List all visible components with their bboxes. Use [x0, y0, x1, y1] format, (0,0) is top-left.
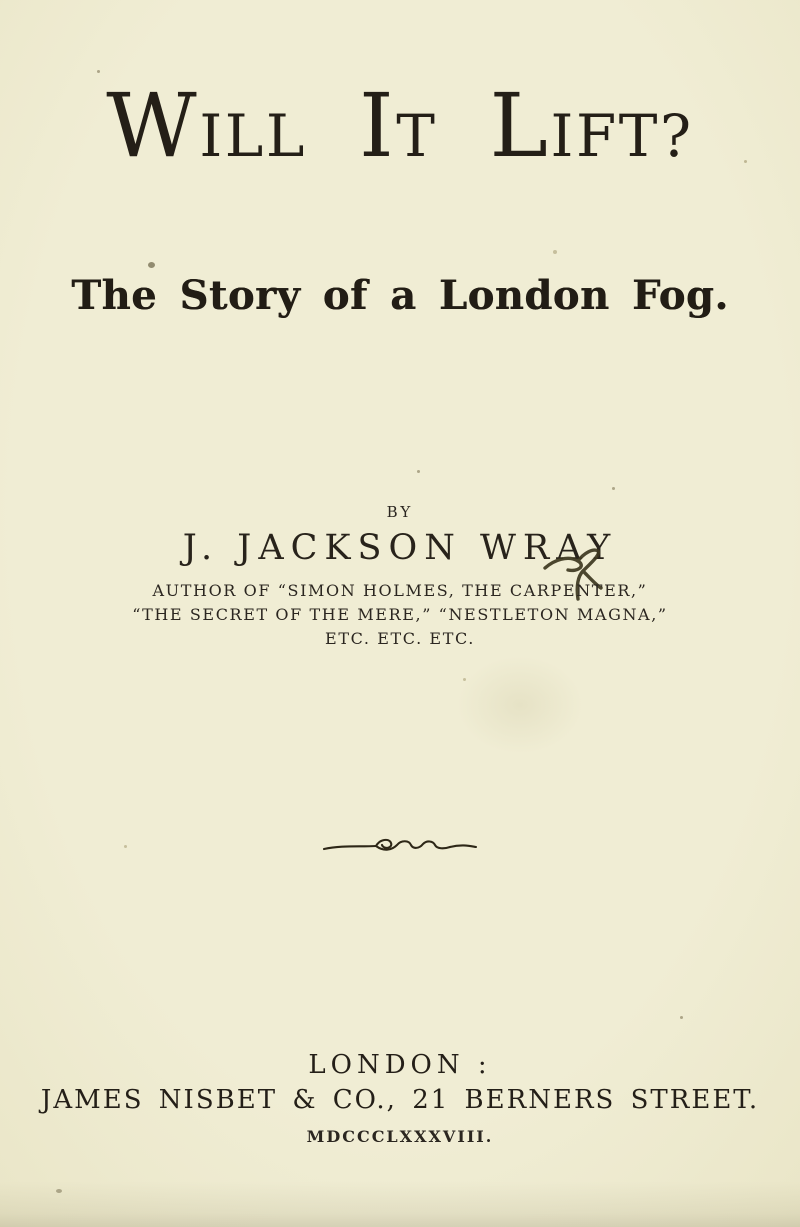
pen-flourish-icon [540, 541, 610, 613]
imprint-year: MDCCCLXXXVIII. [306, 1127, 494, 1146]
paper-speck [553, 250, 557, 254]
paper-speck [56, 1189, 62, 1193]
paper-speck [97, 70, 100, 73]
author-name: J. JACKSON WRAY [182, 528, 618, 568]
by-label: BY [386, 503, 414, 521]
author-credit-line: “THE SECRET OF THE MERE,” “NESTLETON MAGNA,” [132, 605, 668, 624]
paper-speck [612, 487, 615, 490]
book-title: WILL IT LIFT? [106, 74, 694, 177]
flourish-rule-ornament [0, 834, 800, 862]
paper-speck [463, 678, 466, 681]
imprint-city: LONDON : [308, 1050, 492, 1080]
paper-speck [417, 470, 420, 473]
paper-speck [148, 262, 155, 268]
pen-flourish-mark [540, 541, 610, 613]
author-credit-line: ETC. ETC. ETC. [325, 629, 475, 648]
paper-speck [680, 1016, 683, 1019]
imprint-publisher: JAMES NISBET & CO., 21 BERNERS STREET. [40, 1085, 760, 1115]
author-credit-line: AUTHOR OF “SIMON HOLMES, THE CARPENTER,” [152, 581, 648, 600]
flourish-rule-icon [320, 834, 480, 858]
book-subtitle: The Story of a London Fog. [71, 272, 729, 319]
